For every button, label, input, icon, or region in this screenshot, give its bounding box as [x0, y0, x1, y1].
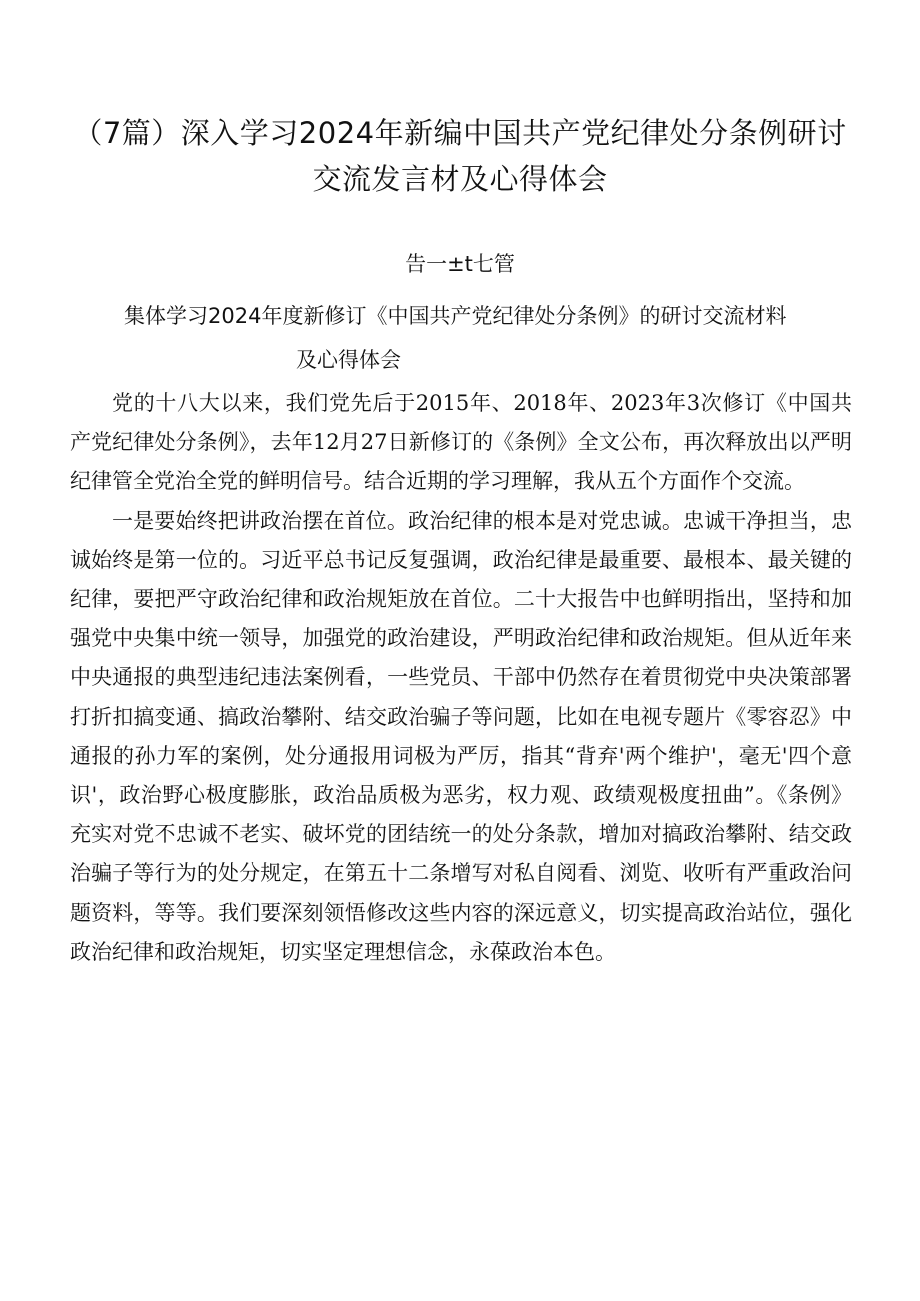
- section-label: 告一±t七管: [405, 252, 515, 276]
- document-title: （7篇）深入学习2024年新编中国共产党纪律处分条例研讨交流发言材及心得体会: [73, 116, 847, 196]
- subtitle-line-2: 及心得体会: [296, 348, 401, 372]
- subtitle-line-1: 集体学习2024年度新修订《中国共产党纪律处分条例》的研讨交流材料: [124, 304, 787, 328]
- paragraph-point-one: 一是要始终把讲政治摆在首位。政治纪律的根本是对党忠诚。忠诚干净担当，忠诚始终是第一位的。习近平总书记反复强调，政治纪律是最重要、最根本、最关键的纪律，要把严守政治纪律和政治规矩放在首位。二十大报告中也鲜明指出，坚持和加强党中央集中统一领导，加强党的政治建设，严明政治纪律和政治规矩。但从近年来中央通报的典型违纪违法案例看，一些党员、干部中仍然存在着贯彻党中央决策部署打折扣搞变通、搞政治攀附、结交政治骗子等问题，比如在电视专题片《零容忍》中通报的孙力军的案例，处分通报用词极为严厉，指其“背弃'两个维护'，毫无'四个意识'，政治野心极度膨胀，政治品质极为恶劣，权力观、政绩观极度扭曲”。《条例》充实对党不忠诚不老实、破坏党的团结统一的处分条款，增加对搞政治攀附、结交政治骗子等行为的处分规定，在第五十二条增写对私自阅看、浏览、收听有严重政治问题资料，等等。我们要深刻领悟修改这些内容的深远意义，切实提高政治站位，强化政治纪律和政治规矩，切实坚定理想信念，永葆政治本色。: [70, 508, 852, 964]
- subtitle: [124, 294, 864, 382]
- paragraph-intro: 党的十八大以来，我们党先后于2015年、2018年、2023年3次修订《中国共产党纪律处分条例》，去年12月27日新修订的《条例》全文公布，再次释放出以严明纪律管全党治全党的鲜明信号。结合近期的学习理解，我从五个方面作个交流。: [70, 391, 852, 494]
- body-text: [70, 384, 852, 972]
